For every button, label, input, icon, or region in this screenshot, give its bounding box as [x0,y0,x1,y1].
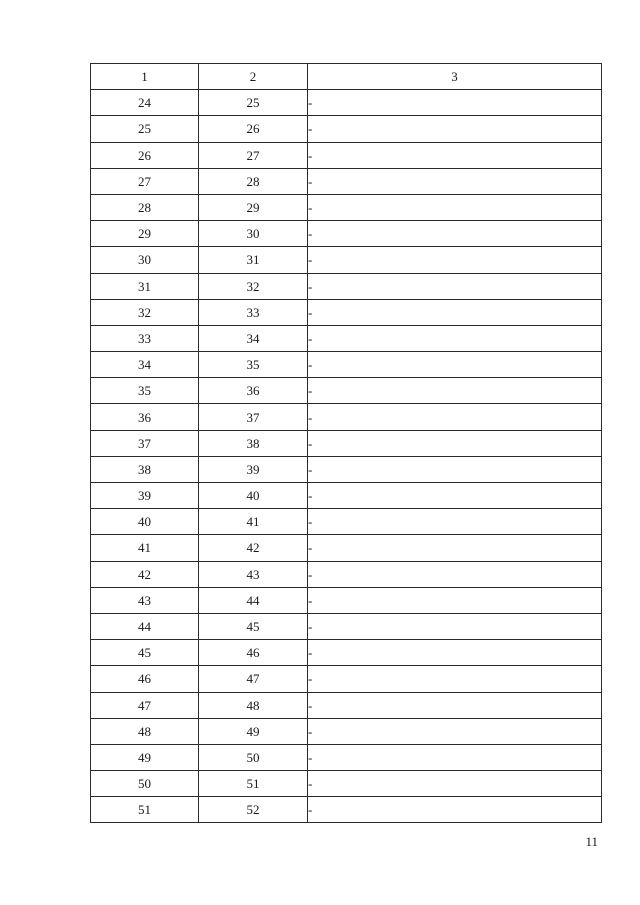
table-cell-col3: - [308,797,602,823]
table-cell-col2: 44 [199,587,308,613]
table-cell-col3: - [308,273,602,299]
table-cell-col1: 24 [91,90,199,116]
table-row [91,116,602,142]
table-cell-col2: 37 [199,404,308,430]
table-cell-col3: - [308,666,602,692]
table-row [91,692,602,718]
table-cell-col3: - [308,561,602,587]
table-cell-col2: 27 [199,142,308,168]
table-cell-col3: - [308,692,602,718]
table-cell-col1: 43 [91,587,199,613]
table-cell-col1: 29 [91,221,199,247]
table-cell-col2: 33 [199,299,308,325]
table-cell-col2: 46 [199,640,308,666]
table-row [91,456,602,482]
table-cell-col1: 44 [91,613,199,639]
table-cell-col3: - [308,430,602,456]
header-cell-1: 1 [91,64,199,90]
table-row [91,771,602,797]
table-cell-col2: 47 [199,666,308,692]
table-row [91,535,602,561]
table-cell-col2: 45 [199,613,308,639]
table-cell-col3: - [308,90,602,116]
table-cell-col1: 25 [91,116,199,142]
table-cell-col1: 42 [91,561,199,587]
table-cell-col3: - [308,509,602,535]
header-cell-2: 2 [199,64,308,90]
data-table [90,63,602,823]
table-cell-col2: 30 [199,221,308,247]
table-cell-col1: 40 [91,509,199,535]
table-cell-col3: - [308,247,602,273]
table-row [91,404,602,430]
table-cell-col3: - [308,168,602,194]
table-row [91,640,602,666]
table-cell-col2: 34 [199,325,308,351]
table-row [91,168,602,194]
table-cell-col1: 34 [91,352,199,378]
table-cell-col3: - [308,771,602,797]
table-cell-col3: - [308,221,602,247]
table-row [91,273,602,299]
table-cell-col2: 49 [199,718,308,744]
table-cell-col2: 26 [199,116,308,142]
table-row [91,430,602,456]
table-row [91,352,602,378]
table-row [91,587,602,613]
table-cell-col3: - [308,587,602,613]
table-cell-col1: 30 [91,247,199,273]
table-cell-col1: 26 [91,142,199,168]
table-cell-col1: 51 [91,797,199,823]
table-cell-col3: - [308,640,602,666]
table-cell-col3: - [308,613,602,639]
table-row [91,483,602,509]
table-cell-col3: - [308,194,602,220]
table-cell-col2: 32 [199,273,308,299]
table-header-row [91,64,602,90]
table-cell-col3: - [308,325,602,351]
table-row [91,142,602,168]
table-row [91,509,602,535]
table-cell-col1: 47 [91,692,199,718]
table-row [91,666,602,692]
table-cell-col1: 31 [91,273,199,299]
table-cell-col2: 52 [199,797,308,823]
table-cell-col3: - [308,352,602,378]
table-cell-col1: 37 [91,430,199,456]
table-row [91,744,602,770]
table-cell-col3: - [308,299,602,325]
table-cell-col1: 48 [91,718,199,744]
table-cell-col1: 35 [91,378,199,404]
table-row [91,718,602,744]
table-cell-col1: 45 [91,640,199,666]
table-cell-col2: 50 [199,744,308,770]
table-row [91,561,602,587]
table-row [91,247,602,273]
table-row [91,613,602,639]
table-cell-col1: 27 [91,168,199,194]
table-cell-col3: - [308,116,602,142]
table-cell-col3: - [308,744,602,770]
table-cell-col3: - [308,535,602,561]
header-cell-3: 3 [308,64,602,90]
table-cell-col1: 33 [91,325,199,351]
table-cell-col1: 41 [91,535,199,561]
table-cell-col2: 51 [199,771,308,797]
table-row [91,378,602,404]
table-cell-col3: - [308,378,602,404]
table-cell-col1: 32 [91,299,199,325]
table-row [91,299,602,325]
table-cell-col3: - [308,142,602,168]
table-cell-col2: 42 [199,535,308,561]
table-cell-col2: 36 [199,378,308,404]
table-cell-col2: 25 [199,90,308,116]
table-row [91,194,602,220]
table-cell-col2: 35 [199,352,308,378]
table-cell-col1: 36 [91,404,199,430]
page-number: 11 [585,834,598,849]
table-cell-col2: 41 [199,509,308,535]
table-cell-col3: - [308,483,602,509]
table-cell-col2: 48 [199,692,308,718]
table-cell-col1: 50 [91,771,199,797]
table-row [91,221,602,247]
table-row [91,325,602,351]
table-cell-col2: 38 [199,430,308,456]
table-cell-col3: - [308,456,602,482]
table-cell-col1: 39 [91,483,199,509]
table-cell-col2: 29 [199,194,308,220]
table-cell-col2: 43 [199,561,308,587]
table-cell-col2: 40 [199,483,308,509]
table-row [91,90,602,116]
table-cell-col1: 46 [91,666,199,692]
table-cell-col1: 28 [91,194,199,220]
table-cell-col2: 31 [199,247,308,273]
table-row [91,797,602,823]
table-cell-col3: - [308,404,602,430]
table-cell-col2: 39 [199,456,308,482]
table-cell-col1: 49 [91,744,199,770]
table-cell-col1: 38 [91,456,199,482]
table-body [91,64,602,823]
table-cell-col2: 28 [199,168,308,194]
table-cell-col3: - [308,718,602,744]
